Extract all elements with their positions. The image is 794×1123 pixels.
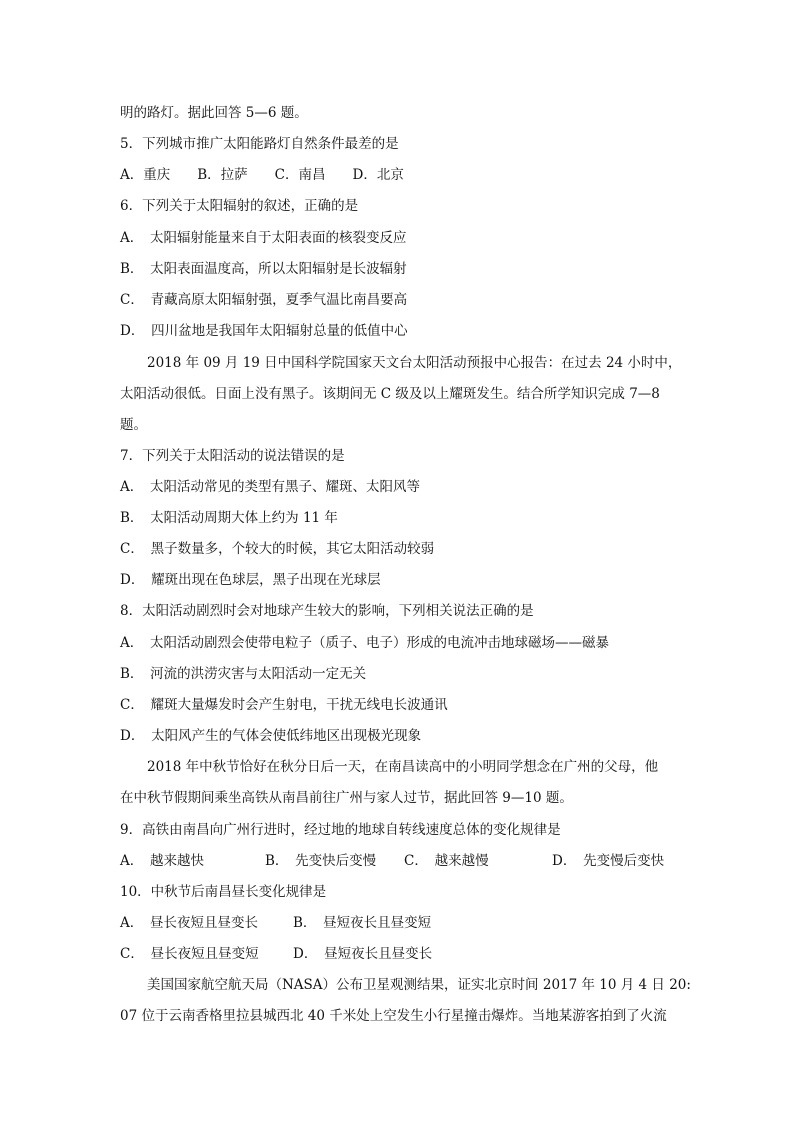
q6-stem: 6．下列关于太阳辐射的叙述，正确的是: [120, 198, 359, 214]
q10-option-a: A． 昼长夜短且昼变长: [120, 915, 258, 931]
passage3-line2: 在中秋节假期间乘坐高铁从南昌前往广州与家人过节，据此回答 9—10 题。: [120, 790, 573, 806]
q8-stem: 8．太阳活动剧烈时会对地球产生较大的影响，下列相关说法正确的是: [120, 603, 534, 619]
q10-stem: 10．中秋节后南昌昼长变化规律是: [120, 884, 327, 900]
passage2-line2: 太阳活动很低。日面上没有黑子。该期间无 C 级及以上耀斑发生。结合所学知识完成 7—8: [120, 386, 660, 402]
q7-option-c: C． 黑子数量多，个较大的时候，其它太阳活动较弱: [120, 541, 435, 557]
q5-stem: 5．下列城市推广太阳能路灯自然条件最差的是: [120, 136, 399, 152]
q6-option-a: A． 太阳辐射能量来自于太阳表面的核裂变反应: [120, 230, 407, 246]
passage2-line1: 2018 年 09 月 19 日中国科学院国家天文台太阳活动预报中心报告：在过去 24 小时中，: [147, 355, 682, 371]
q8-option-b: B． 河流的洪涝灾害与太阳活动一定无关: [120, 666, 367, 682]
q10-option-d: D． 昼短夜长且昼变长: [293, 946, 433, 962]
q6-option-b: B． 太阳表面温度高，所以太阳辐射是长波辐射: [120, 261, 407, 277]
q9-stem: 9．高铁由南昌向广州行进时，经过地的地球自转线速度总体的变化规律是: [120, 822, 561, 838]
q9-option-d: D． 先变慢后变快: [552, 853, 665, 869]
passage4-line2: 07 位于云南香格里拉县城西北 40 千米处上空发生小行星撞击爆炸。当地某游客拍到了火流: [120, 1008, 667, 1024]
q9-option-b: B． 先变快后变慢: [265, 853, 377, 869]
q9-option-c: C． 越来越慢: [404, 853, 489, 869]
q6-option-d: D． 四川盆地是我国年太阳辐射总量的低值中心: [120, 323, 408, 339]
q7-option-b: B． 太阳活动周期大体上约为 11 年: [120, 510, 338, 526]
q5-options: A．重庆 B．拉萨 C．南昌 D．北京: [120, 167, 404, 183]
q7-option-a: A． 太阳活动常见的类型有黑子、耀斑、太阳风等: [120, 479, 420, 495]
q8-option-c: C． 耀斑大量爆发时会产生射电，干扰无线电长波通讯: [120, 697, 448, 713]
passage4-line1: 美国国家航空航天局（NASA）公布卫星观测结果，证实北京时间 2017 年 10 月 4 日 20:: [147, 977, 691, 993]
q6-option-c: C． 青藏高原太阳辐射强，夏季气温比南昌要高: [120, 292, 408, 308]
q7-stem: 7．下列关于太阳活动的说法错误的是: [120, 448, 345, 464]
q8-option-d: D． 太阳风产生的气体会使低纬地区出现极光现象: [120, 728, 422, 744]
intro-tail: 明的路灯。据此回答 5—6 题。: [120, 105, 308, 121]
q10-option-b: B． 昼短夜长且昼变短: [293, 915, 432, 931]
q10-option-c: C． 昼长夜短且昼变短: [120, 946, 259, 962]
q8-option-a: A． 太阳活动剧烈会使带电粒子（质子、电子）形成的电流冲击地球磁场——磁暴: [120, 635, 609, 651]
q7-option-d: D． 耀斑出现在色球层，黑子出现在光球层: [120, 572, 381, 588]
passage2-line3: 题。: [120, 417, 147, 433]
q9-option-a: A． 越来越快: [120, 853, 204, 869]
passage3-line1: 2018 年中秋节恰好在秋分日后一天，在南昌读高中的小明同学想念在广州的父母，他: [147, 759, 659, 775]
